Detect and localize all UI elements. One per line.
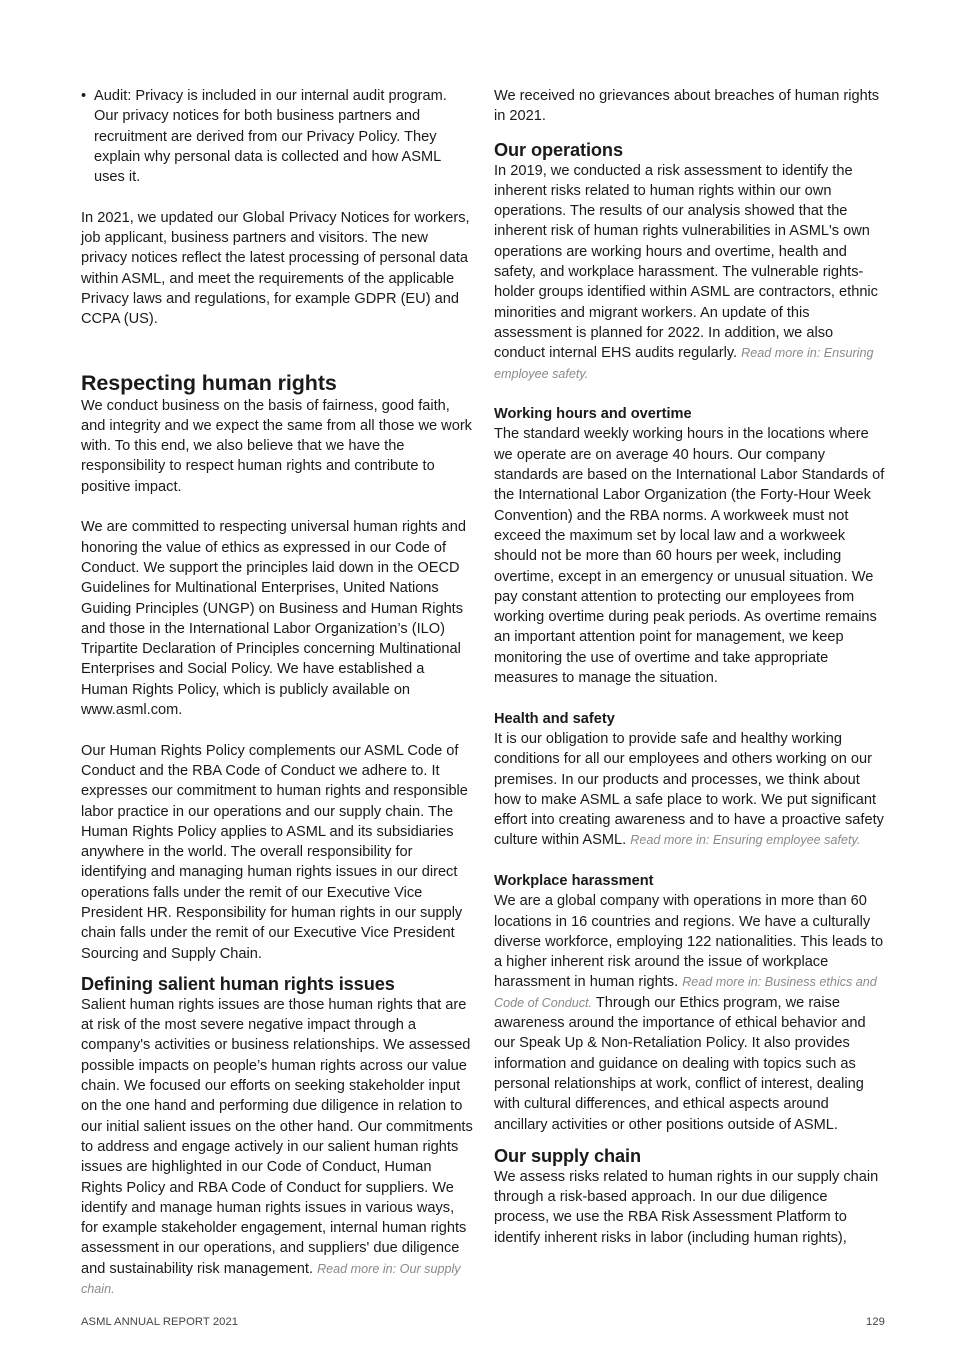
health-safety-heading: Health and safety	[494, 710, 615, 727]
footer-report-title: ASML ANNUAL REPORT 2021	[81, 1316, 239, 1328]
read-more-link-business-ethics[interactable]: Read more in: Business ethics and Code of Conduct.	[494, 975, 877, 1010]
read-more-link-employee-safety[interactable]: Read more in: Ensuring employee safety.	[494, 346, 874, 381]
respecting-paragraph-1: We conduct business on the basis of fairness, good faith, and integrity and we expect the same from all those we work with. To this end, we also believe that we have the responsibility to respect human rights and contribute to positive impact.	[81, 397, 472, 495]
health-safety-paragraph: It is our obligation to provide safe and healthy working conditions for all our employees and others working on our premises. In our products and processes, we think about how to make ASML a safe place to work. We put significant effort into creating awareness and to have a proactive safety culture within ASML. Read more in: Ensuring employee safety.	[494, 730, 884, 849]
grievances-paragraph: We received no grievances about breaches of human rights in 2021.	[494, 88, 880, 125]
salient-issues-paragraph: Salient human rights issues are those human rights that are at risk of the most severe negative impact through a company's activities or business relationships. We assessed possible impacts on people’s human rights across our value chain. We focused our efforts on seeking stakeholder input on the one hand and performing due diligence in relation to our initial salient issues on the other hand. Our commitments to address and engage actively in our salient human rights issues are highlighted in our Code of Conduct, Human Rights Policy and RBA Code of Conduct for suppliers. We identify and manage human rights issues in various ways, for example stakeholder engagement, internal human rights assessment in our operations, and suppliers' due diligence and sustainability risk management. Read more in: Our supply chain.	[81, 996, 473, 1297]
privacy-update-paragraph: In 2021, we updated our Global Privacy Notices for workers, job applicant, business partners and visitors. The new privacy notices reflect the latest processing of personal data within ASML, and meet the requirements of the applicable Privacy laws and regulations, for example GDPR (EU) and CCPA (US).	[81, 209, 470, 328]
workplace-harassment-paragraph: We are a global company with operations in more than 60 locations in 16 countries and regions. We have a culturally diverse workforce, employing 122 nationalities. This leads to a higher inherent risk around the issue of workplace harassment in human rights. Read more in: Business ethics and Code of Conduct. Through our Ethics program, we raise awareness around the importance of ethical behavior and our Speak Up & Non-Retaliation Policy. It also provides information and guidance on dealing with topics such as personal relationships at work, conflict of interest, dealing with cultural differences, and ethical aspects around ancillary activities or other positions outside of ASML.	[494, 893, 884, 1133]
respecting-paragraph-3: Our Human Rights Policy complements our ASML Code of Conduct and the RBA Code of Conduct we adhere to. It expresses our commitment to human rights and responsible labor practice in our operations and our supply chain. The Human Rights Policy applies to ASML and its subsidiaries anywhere in the world. The overall responsibility for identifying and managing human rights issues in our direct operations falls under the remit of our Executive Vice President HR. Responsibility for human rights in our supply chain falls under the remit of our Executive Vice President Sourcing and Supply Chain.	[81, 742, 468, 962]
read-more-link-supply-chain[interactable]: Read more in: Our supply chain.	[81, 1261, 461, 1297]
footer-page-number: 129	[866, 1316, 885, 1328]
operations-paragraph: In 2019, we conducted a risk assessment to identify the inherent risks related to human rights within our own operations. The results of our analysis showed that the inherent risk of human rights vulnerabilities in ASML's own operations are working hours and overtime, health and safety, and workplace harassment. The vulnerable rights-holder groups identified within ASML are contractors, ethnic minorities and migrant workers. An update of this assessment is planned for 2022. In addition, we also conduct internal EHS audits regularly. Read more in: Ensuring employee safety.	[494, 162, 878, 381]
audit-bullet-text: Audit: Privacy is included in our internal audit program. Our privacy notices for both business partners and recruitment are derived from our Privacy Policy. They explain why personal data is collected and how ASML uses it.	[94, 88, 447, 186]
supply-chain-paragraph: We assess risks related to human rights in our supply chain through a risk-based approach. In our due diligence process, we use the RBA Risk Assessment Platform to identify inherent risks in labor (including human rights),	[494, 1168, 879, 1246]
right-column	[494, 86, 886, 1248]
respecting-human-rights-heading: Respecting human rights	[81, 370, 337, 395]
audit-bullet	[81, 86, 473, 187]
left-column	[81, 86, 473, 1299]
working-hours-paragraph: The standard weekly working hours in the locations where we operate are on average 40 hours. Our company standards are based on the International Labor Standards of the International Labor Organization (the Forty-Hour Week Convention) and the RBA norms. A workweek must not exceed the maximum set by local law and a workweek should not be more than 60 hours per week, including overtime, except in an emergency or unusual situation. We pay constant attention to protecting our employees from working overtime during peak periods. As overtime remains an important attention point for management, we keep monitoring the use of overtime and take appropriate measures to manage the situation.	[494, 426, 885, 687]
working-hours-heading: Working hours and overtime	[494, 406, 692, 423]
our-supply-chain-heading: Our supply chain	[494, 1145, 641, 1166]
read-more-link-employee-safety-2[interactable]: Read more in: Ensuring employee safety.	[630, 833, 861, 848]
bullet-marker: •	[81, 88, 87, 104]
our-operations-heading: Our operations	[494, 139, 623, 160]
salient-issues-heading: Defining salient human rights issues	[81, 973, 395, 994]
workplace-harassment-heading: Workplace harassment	[494, 872, 654, 889]
respecting-paragraph-2: We are committed to respecting universal human rights and honoring the value of ethics as expressed in our Code of Conduct. We support the principles laid down in the OECD Guidelines for Multinational Enterprises, United Nations Guiding Principles (UNGP) on Business and Human Rights and those in the International Labor Organization’s (ILO) Tripartite Declaration of Principles concerning Multinational Enterprises and Social Policy. We have established a Human Rights Policy, which is publicly available on www.asml.com.	[81, 519, 467, 719]
